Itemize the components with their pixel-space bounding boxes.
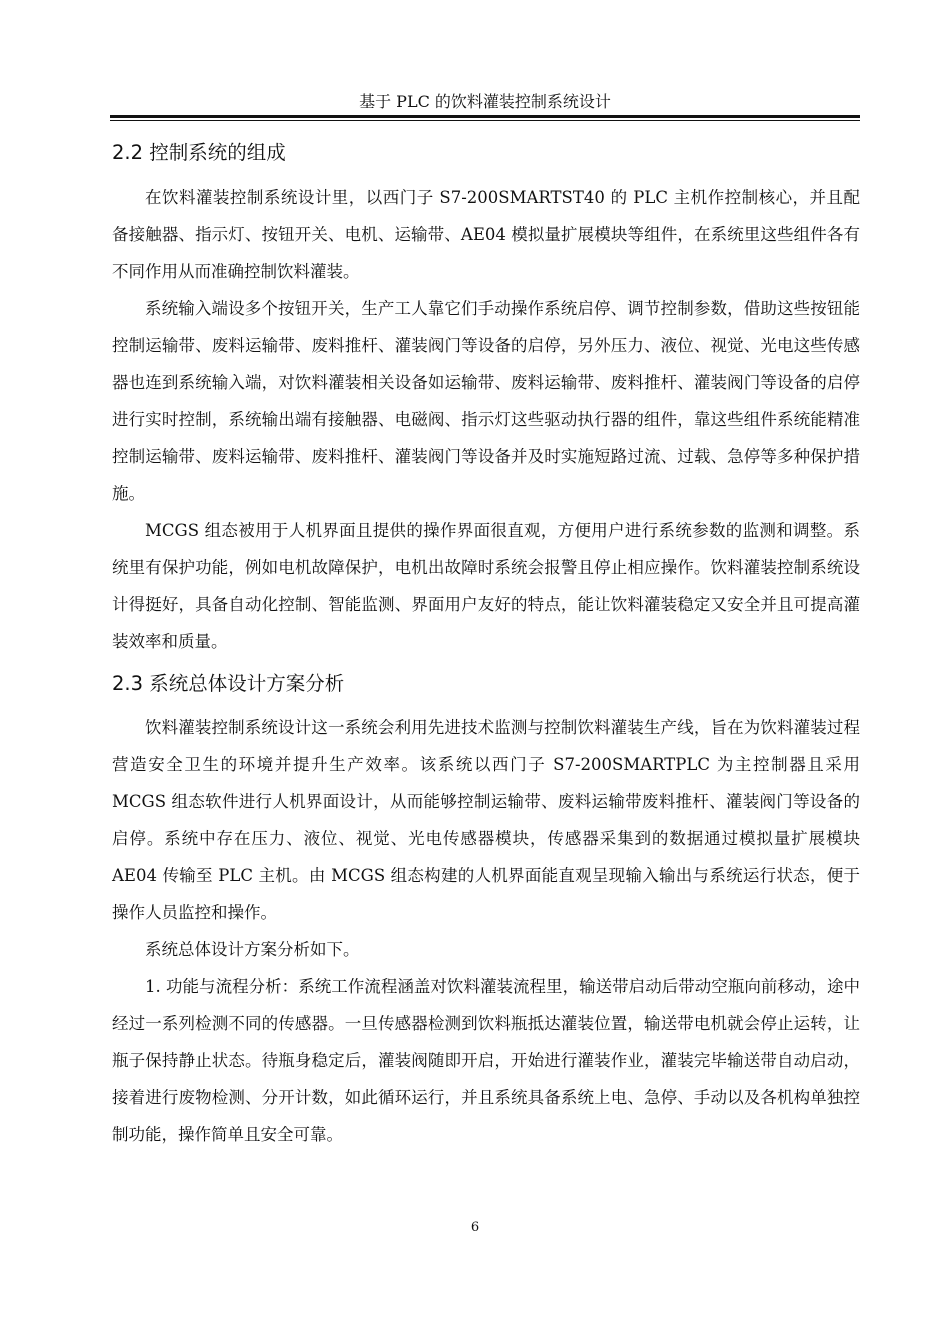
header-rule-thin (110, 120, 860, 121)
page-number: 6 (470, 1220, 480, 1235)
paragraph: 饮料灌装控制系统设计这一系统会利用先进技术监测与控制饮料灌装生产线，旨在为饮料灌装过程营造安全卫生的环境并提升生产效率。该系统以西门子 S7-200SMARTPLC 为主控制器且采用 MCGS 组态软件进行人机界面设计，从而能够控制运输带、废料运输带废料推杆、灌装阀门等设备的启停。系统中存在压力、液位、视觉、光电传感器模块，传感器采集到的数据通过模拟量扩展模块 AE04 传输至 PLC 主机。由 MCGS 组态构建的人机界面能直观呈现输入输出与系统运行状态，便于操作人员监控和操作。 (112, 718, 866, 922)
paragraph: MCGS 组态被用于人机界面且提供的操作界面很直观，方便用户进行系统参数的监测和调整。系统里有保护功能，例如电机故障保护，电机出故障时系统会报警且停止相应操作。饮料灌装控制系统设计得挺好，具备自动化控制、智能监测、界面用户友好的特点，能让饮料灌装稳定又安全并且可提高灌装效率和质量。 (112, 521, 860, 651)
header-rule-thick (110, 115, 860, 118)
running-header: 基于 PLC 的饮料灌装控制系统设计 (359, 92, 611, 111)
paragraph: 系统输入端设多个按钮开关，生产工人靠它们手动操作系统启停、调节控制参数，借助这些按钮能控制运输带、废料运输带、废料推杆、灌装阀门等设备的启停，另外压力、液位、视觉、光电这些传感器也连到系统输入端，对饮料灌装相关设备如运输带、废料运输带、废料推杆、灌装阀门等设备的启停进行实时控制，系统输出端有接触器、电磁阀、指示灯这些驱动执行器的组件，靠这些组件系统能精准控制运输带、废料运输带、废料推杆、灌装阀门等设备并及时实施短路过流、过载、急停等多种保护措施。 (112, 299, 860, 503)
paragraph: 在饮料灌装控制系统设计里，以西门子 S7-200SMARTST40 的 PLC 主机作控制核心，并且配备接触器、指示灯、按钮开关、电机、运输带、AE04 模拟量扩展模块等组件，在系统里这些组件各有不同作用从而准确控制饮料灌装。 (112, 188, 860, 281)
paragraph: 系统总体设计方案分析如下。 (145, 940, 360, 959)
paragraph: 1. 功能与流程分析：系统工作流程涵盖对饮料灌装流程里，输送带启动后带动空瓶向前移动，途中经过一系列检测不同的传感器。一旦传感器检测到饮料瓶抵达灌装位置，输送带电机就会停止运转，让瓶子保持静止状态。待瓶身稳定后，灌装阀随即开启，开始进行灌装作业，灌装完毕输送带自动启动，接着进行废物检测、分开计数，如此循环运行，并且系统具备系统上电、急停、手动以及各机构单独控制功能，操作简单且安全可靠。 (112, 977, 860, 1144)
section-heading-2-3: 2.3 系统总体设计方案分析 (112, 672, 345, 695)
section-heading-2-2: 2.2 控制系统的组成 (112, 141, 286, 164)
body-content (112, 134, 866, 1153)
